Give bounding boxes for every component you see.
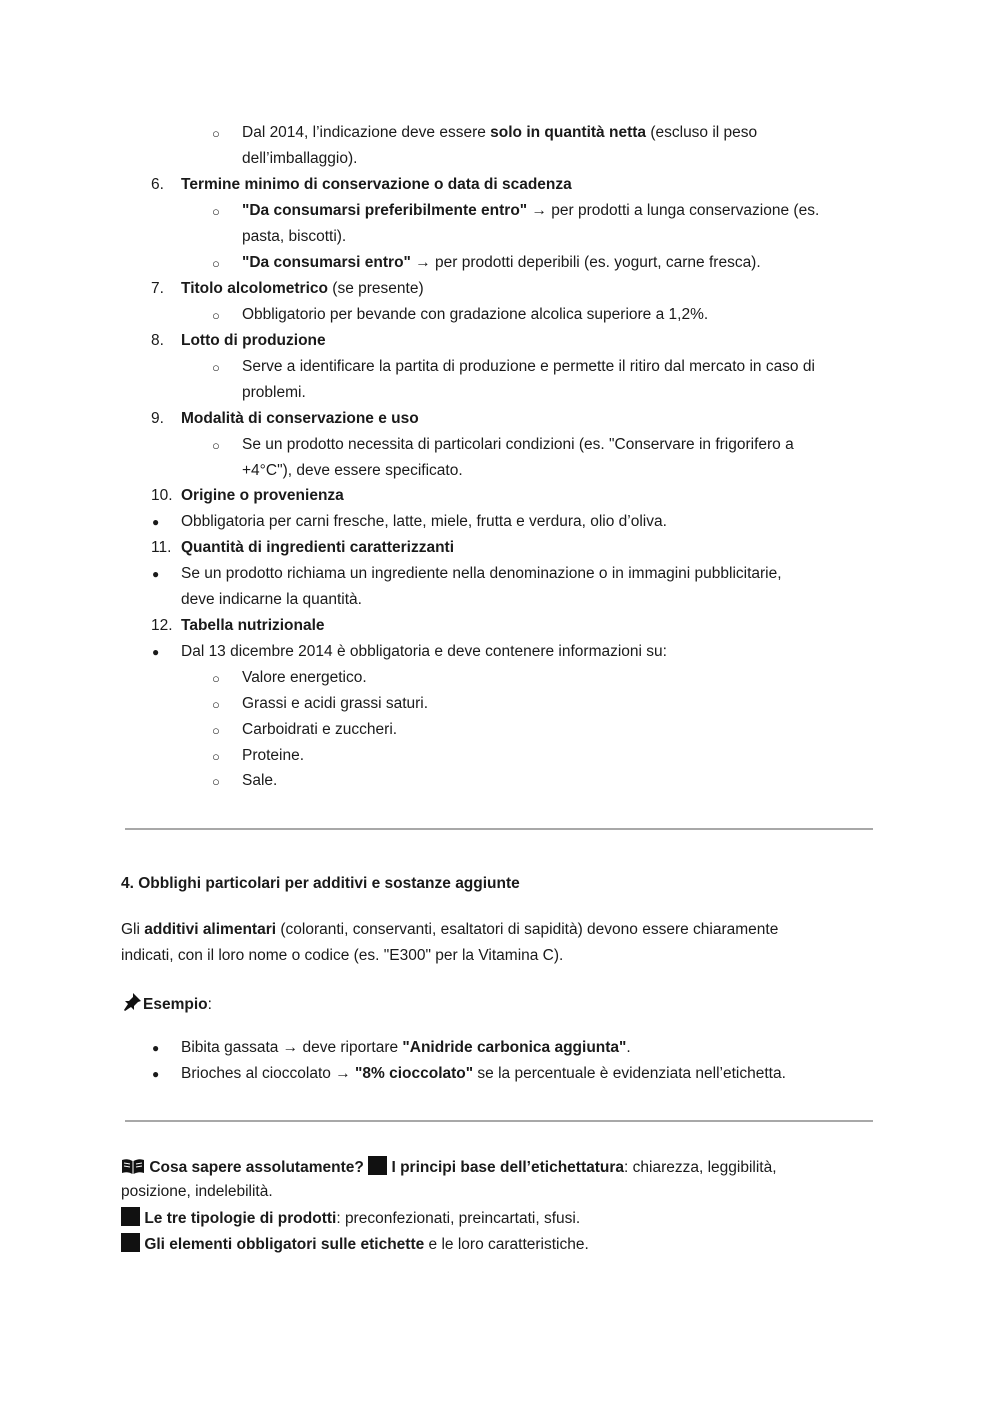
list-item-text: dell’imballaggio). — [242, 150, 358, 167]
circle-bullet: ○ — [212, 126, 220, 141]
black-square-icon — [121, 1233, 140, 1252]
circle-bullet: ○ — [212, 749, 220, 764]
list-item-text: Valore energetico. — [242, 669, 367, 686]
list-item-title: Tabella nutrizionale — [181, 617, 325, 634]
list-item-text: "Da consumarsi entro" → per prodotti deperibili (es. yogurt, carne fresca). — [242, 254, 761, 271]
list-number: 9. — [151, 410, 164, 427]
list-item-text: Obbligatoria per carni fresche, latte, miele, frutta e verdura, olio d’oliva. — [181, 513, 667, 530]
black-square-icon — [368, 1156, 387, 1175]
example-label: Esempio: — [121, 992, 212, 1018]
list-item-text: Se un prodotto richiama un ingrediente nella denominazione o in immagini pubblicitarie, — [181, 565, 782, 582]
black-square-icon — [121, 1207, 140, 1226]
circle-bullet: ○ — [212, 697, 220, 712]
list-number: 8. — [151, 332, 164, 349]
list-item-title: Titolo alcolometrico (se presente) — [181, 280, 424, 297]
list-number: 6. — [151, 176, 164, 193]
list-item-text: Carboidrati e zuccheri. — [242, 721, 398, 738]
bullet: ● — [152, 515, 160, 529]
summary-line: Gli elementi obbligatori sulle etichette e le loro caratteristiche. — [121, 1233, 589, 1255]
list-item-text: Dal 13 dicembre 2014 è obbligatoria e deve contenere informazioni su: — [181, 643, 667, 660]
list-item-text: Se un prodotto necessita di particolari condizioni (es. "Conservare in frigorifero a — [242, 436, 794, 453]
pushpin-icon — [121, 992, 143, 1018]
list-item-text: Dal 2014, l’indicazione deve essere solo in quantità netta (escluso il peso — [242, 124, 758, 141]
list-item-text: problemi. — [242, 384, 306, 401]
list-item-title: Lotto di produzione — [181, 332, 326, 349]
bullet: ● — [152, 567, 160, 581]
list-item-title: Modalità di conservazione e uso — [181, 410, 419, 427]
list-number: 10. — [151, 487, 173, 504]
list-item-text: Bibita gassata → deve riportare "Anidride carbonica aggiunta". — [181, 1039, 631, 1056]
bullet: ● — [152, 1067, 160, 1081]
list-number: 7. — [151, 280, 164, 297]
paragraph-line: indicati, con il loro nome o codice (es. "E300" per la Vitamina C). — [121, 947, 564, 964]
list-item-text: Brioches al cioccolato → "8% cioccolato" se la percentuale è evidenziata nell’etichetta. — [181, 1065, 786, 1082]
list-item-text: Obbligatorio per bevande con gradazione alcolica superiore a 1,2%. — [242, 306, 709, 323]
list-item-text: deve indicarne la quantità. — [181, 591, 362, 608]
circle-bullet: ○ — [212, 774, 220, 789]
list-item-text: "Da consumarsi preferibilmente entro" → per prodotti a lunga conservazione (es. — [242, 202, 820, 219]
list-item-text: pasta, biscotti). — [242, 228, 347, 245]
bullet: ● — [152, 645, 160, 659]
list-item-text: Serve a identificare la partita di produzione e permette il ritiro dal mercato in caso di — [242, 358, 815, 375]
open-book-icon — [121, 1157, 145, 1181]
list-number: 11. — [151, 539, 172, 556]
horizontal-divider — [125, 828, 873, 830]
circle-bullet: ○ — [212, 204, 220, 219]
section-heading: 4. Obblighi particolari per additivi e sostanze aggiunte — [121, 875, 520, 892]
summary-line: Le tre tipologie di prodotti: preconfezionati, preincartati, sfusi. — [121, 1207, 580, 1229]
circle-bullet: ○ — [212, 671, 220, 686]
list-item-text: +4°C"), deve essere specificato. — [242, 462, 463, 479]
summary-line: posizione, indelebilità. — [121, 1183, 273, 1200]
list-item-title: Quantità di ingredienti caratterizzanti — [181, 539, 455, 556]
circle-bullet: ○ — [212, 256, 220, 271]
list-item-title: Origine o provenienza — [181, 487, 344, 504]
paragraph-line: Gli additivi alimentari (coloranti, conservanti, esaltatori di sapidità) devono essere chiaramente — [121, 921, 779, 938]
bullet: ● — [152, 1041, 160, 1055]
circle-bullet: ○ — [212, 723, 220, 738]
list-item-text: Sale. — [242, 772, 278, 789]
list-item-text: Grassi e acidi grassi saturi. — [242, 695, 429, 712]
list-number: 12. — [151, 617, 173, 634]
horizontal-divider — [125, 1120, 873, 1122]
circle-bullet: ○ — [212, 438, 220, 453]
circle-bullet: ○ — [212, 360, 220, 375]
list-item-text: Proteine. — [242, 747, 305, 764]
list-item-title: Termine minimo di conservazione o data di scadenza — [181, 176, 572, 193]
summary-line: Cosa sapere assolutamente? I principi base dell’etichettatura: chiarezza, leggibilità, — [121, 1156, 777, 1181]
circle-bullet: ○ — [212, 308, 220, 323]
